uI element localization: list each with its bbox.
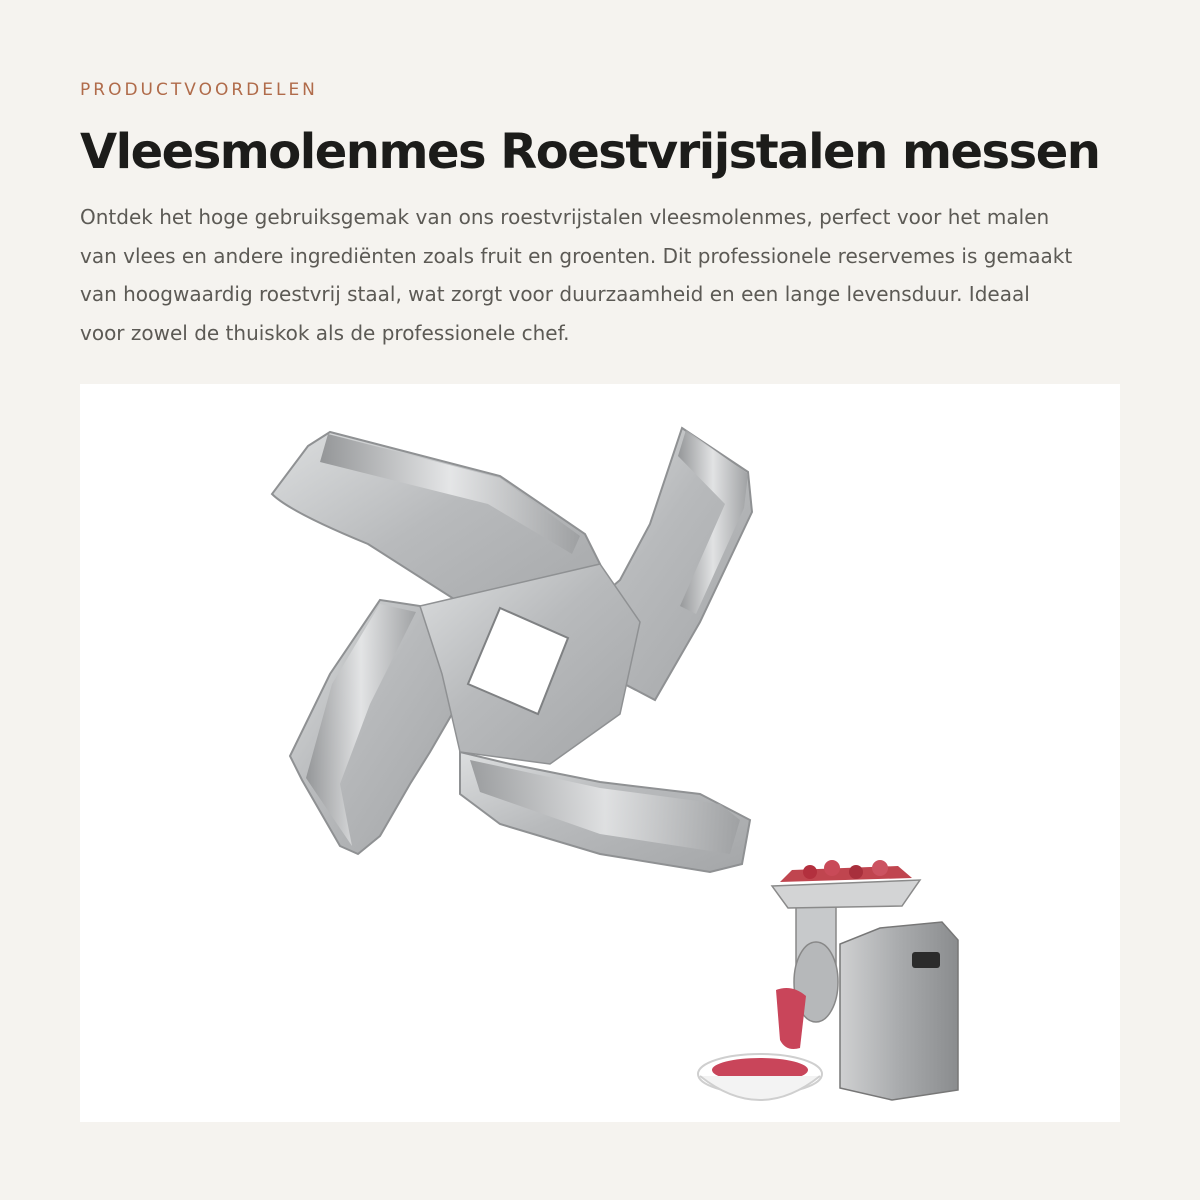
section-eyebrow: PRODUCTVOORDELEN xyxy=(80,80,318,100)
product-image xyxy=(80,384,1120,1122)
product-photo-illustration xyxy=(80,384,1120,1122)
grinder-blade-icon xyxy=(272,428,752,872)
product-description: Ontdek het hoge gebruiksgemak van ons roestvrijstalen vleesmolenmes, perfect voor het malen van vlees en andere ingrediënten zoals fruit en groenten. Dit professionele reservemes is gemaakt van hoogwaardig roestvrij staal, wat zorgt voor duurzaamheid en een lange levensduur. Ideaal voor zowel de thuiskok als de professionele chef. xyxy=(80,205,1073,345)
meat-grinder-machine-icon xyxy=(698,860,958,1100)
page-title: Vleesmolenmes Roestvrijstalen messen xyxy=(80,124,1100,180)
